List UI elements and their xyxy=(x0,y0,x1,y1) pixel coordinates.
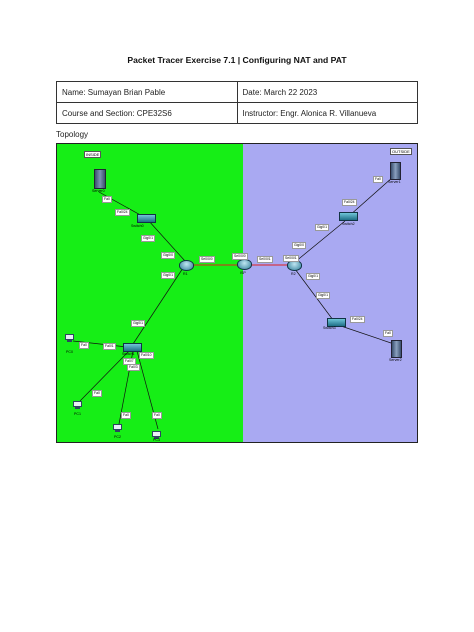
port-label-switch0-fa0-24: Fa0/24 xyxy=(117,210,128,214)
port-label-switch1-fa0-1: Fa0/1 xyxy=(105,344,114,348)
port-label-pc1-fa0: Fa0 xyxy=(94,391,100,395)
pc3-label: PC3 xyxy=(153,438,160,442)
port-label-switch2-fa0-24: Fa0/24 xyxy=(344,200,355,204)
router-r2-icon[interactable] xyxy=(287,260,302,271)
switch1-label: Switch1 xyxy=(122,352,135,356)
port-label-server0-fa0: Fa0 xyxy=(104,197,110,201)
server0-label: Server0 xyxy=(92,189,105,193)
port-label-r1-gig0-1: Gig0/1 xyxy=(163,273,173,277)
port-label-server2-fa0: Fa0 xyxy=(385,331,391,335)
topology-heading: Topology xyxy=(56,130,89,139)
r2-label: R2 xyxy=(291,272,296,276)
student-name-cell: Name: Sumayan Brian Pable xyxy=(57,82,238,103)
link-r1-switch1 xyxy=(133,268,183,344)
pc2-label: PC2 xyxy=(114,435,121,439)
inside-zone-label: INSIDE xyxy=(86,152,100,157)
port-label-r1-gig0-0: Gig0/0 xyxy=(163,253,173,257)
server2-label: Server2 xyxy=(389,358,402,362)
port-label-r2-gig0-1: Gig0/1 xyxy=(308,274,318,278)
switch0-icon[interactable] xyxy=(137,214,156,223)
r1-label: R1 xyxy=(183,272,188,276)
port-label-isp-se0-0-1: Se0/0/1 xyxy=(259,257,271,261)
port-label-pc3-fa0: Fa0 xyxy=(154,413,160,417)
port-label-r2-se0-0-1: Se0/0/1 xyxy=(285,256,297,260)
outside-zone-label: OUTSIDE xyxy=(392,149,410,154)
pc1-icon[interactable] xyxy=(73,401,82,409)
switch3-label: Switch3 xyxy=(323,326,336,330)
pc0-icon[interactable] xyxy=(65,334,74,342)
port-label-switch1-fa0-7: Fa0/7 xyxy=(125,359,134,363)
port-label-switch1-fa0-3: Fa0/3 xyxy=(129,365,138,369)
server2-icon[interactable] xyxy=(391,340,402,358)
router-r1-icon[interactable] xyxy=(179,260,194,271)
port-label-isp-se0-0-0: Se0/0/0 xyxy=(234,254,246,258)
switch2-icon[interactable] xyxy=(339,212,358,221)
port-label-r2-gig0-0: Gig0/0 xyxy=(294,243,304,247)
port-label-switch2-gig0-1: Gig0/1 xyxy=(317,225,327,229)
pc2-icon[interactable] xyxy=(113,424,122,432)
server1-label: Server1 xyxy=(388,180,401,184)
isp-label: ISP xyxy=(240,271,246,275)
switch2-label: Switch2 xyxy=(342,222,355,226)
link-switch2-server1 xyxy=(349,177,393,216)
document-title: Packet Tracer Exercise 7.1 | Configuring NAT and PAT xyxy=(127,55,347,65)
port-label-pc0-fa0: Fa0 xyxy=(81,343,87,347)
link-switch1-pc1 xyxy=(80,351,129,401)
port-label-server1-fa0: Fa0 xyxy=(375,177,381,181)
port-label-r1-se0-0-0: Se0/0/0 xyxy=(201,257,213,261)
link-lines xyxy=(57,144,418,443)
port-label-switch1-gig0-1: Gig0/1 xyxy=(133,321,143,325)
server1-icon[interactable] xyxy=(390,162,401,180)
student-info-table xyxy=(56,81,418,124)
port-label-switch3-gig0-1: Gig0/1 xyxy=(318,293,328,297)
instructor-cell: Instructor: Engr. Alonica R. Villanueva xyxy=(237,103,418,124)
router-isp-icon[interactable] xyxy=(237,259,252,270)
date-cell: Date: March 22 2023 xyxy=(237,82,418,103)
switch0-label: Switch0 xyxy=(131,224,144,228)
topology-diagram xyxy=(56,143,418,443)
switch1-icon[interactable] xyxy=(123,343,142,352)
server0-icon[interactable] xyxy=(94,169,106,189)
port-label-pc2-fa0: Fa0 xyxy=(123,413,129,417)
pc1-label: PC1 xyxy=(74,412,81,416)
port-label-switch3-fa0-24: Fa0/24 xyxy=(352,317,363,321)
pc0-label: PC0 xyxy=(66,350,73,354)
course-section-cell: Course and Section: CPE32S6 xyxy=(57,103,238,124)
port-label-switch1-fa0-10: Fa0/10 xyxy=(141,353,152,357)
port-label-switch0-gig0-1: Gig0/1 xyxy=(143,236,153,240)
